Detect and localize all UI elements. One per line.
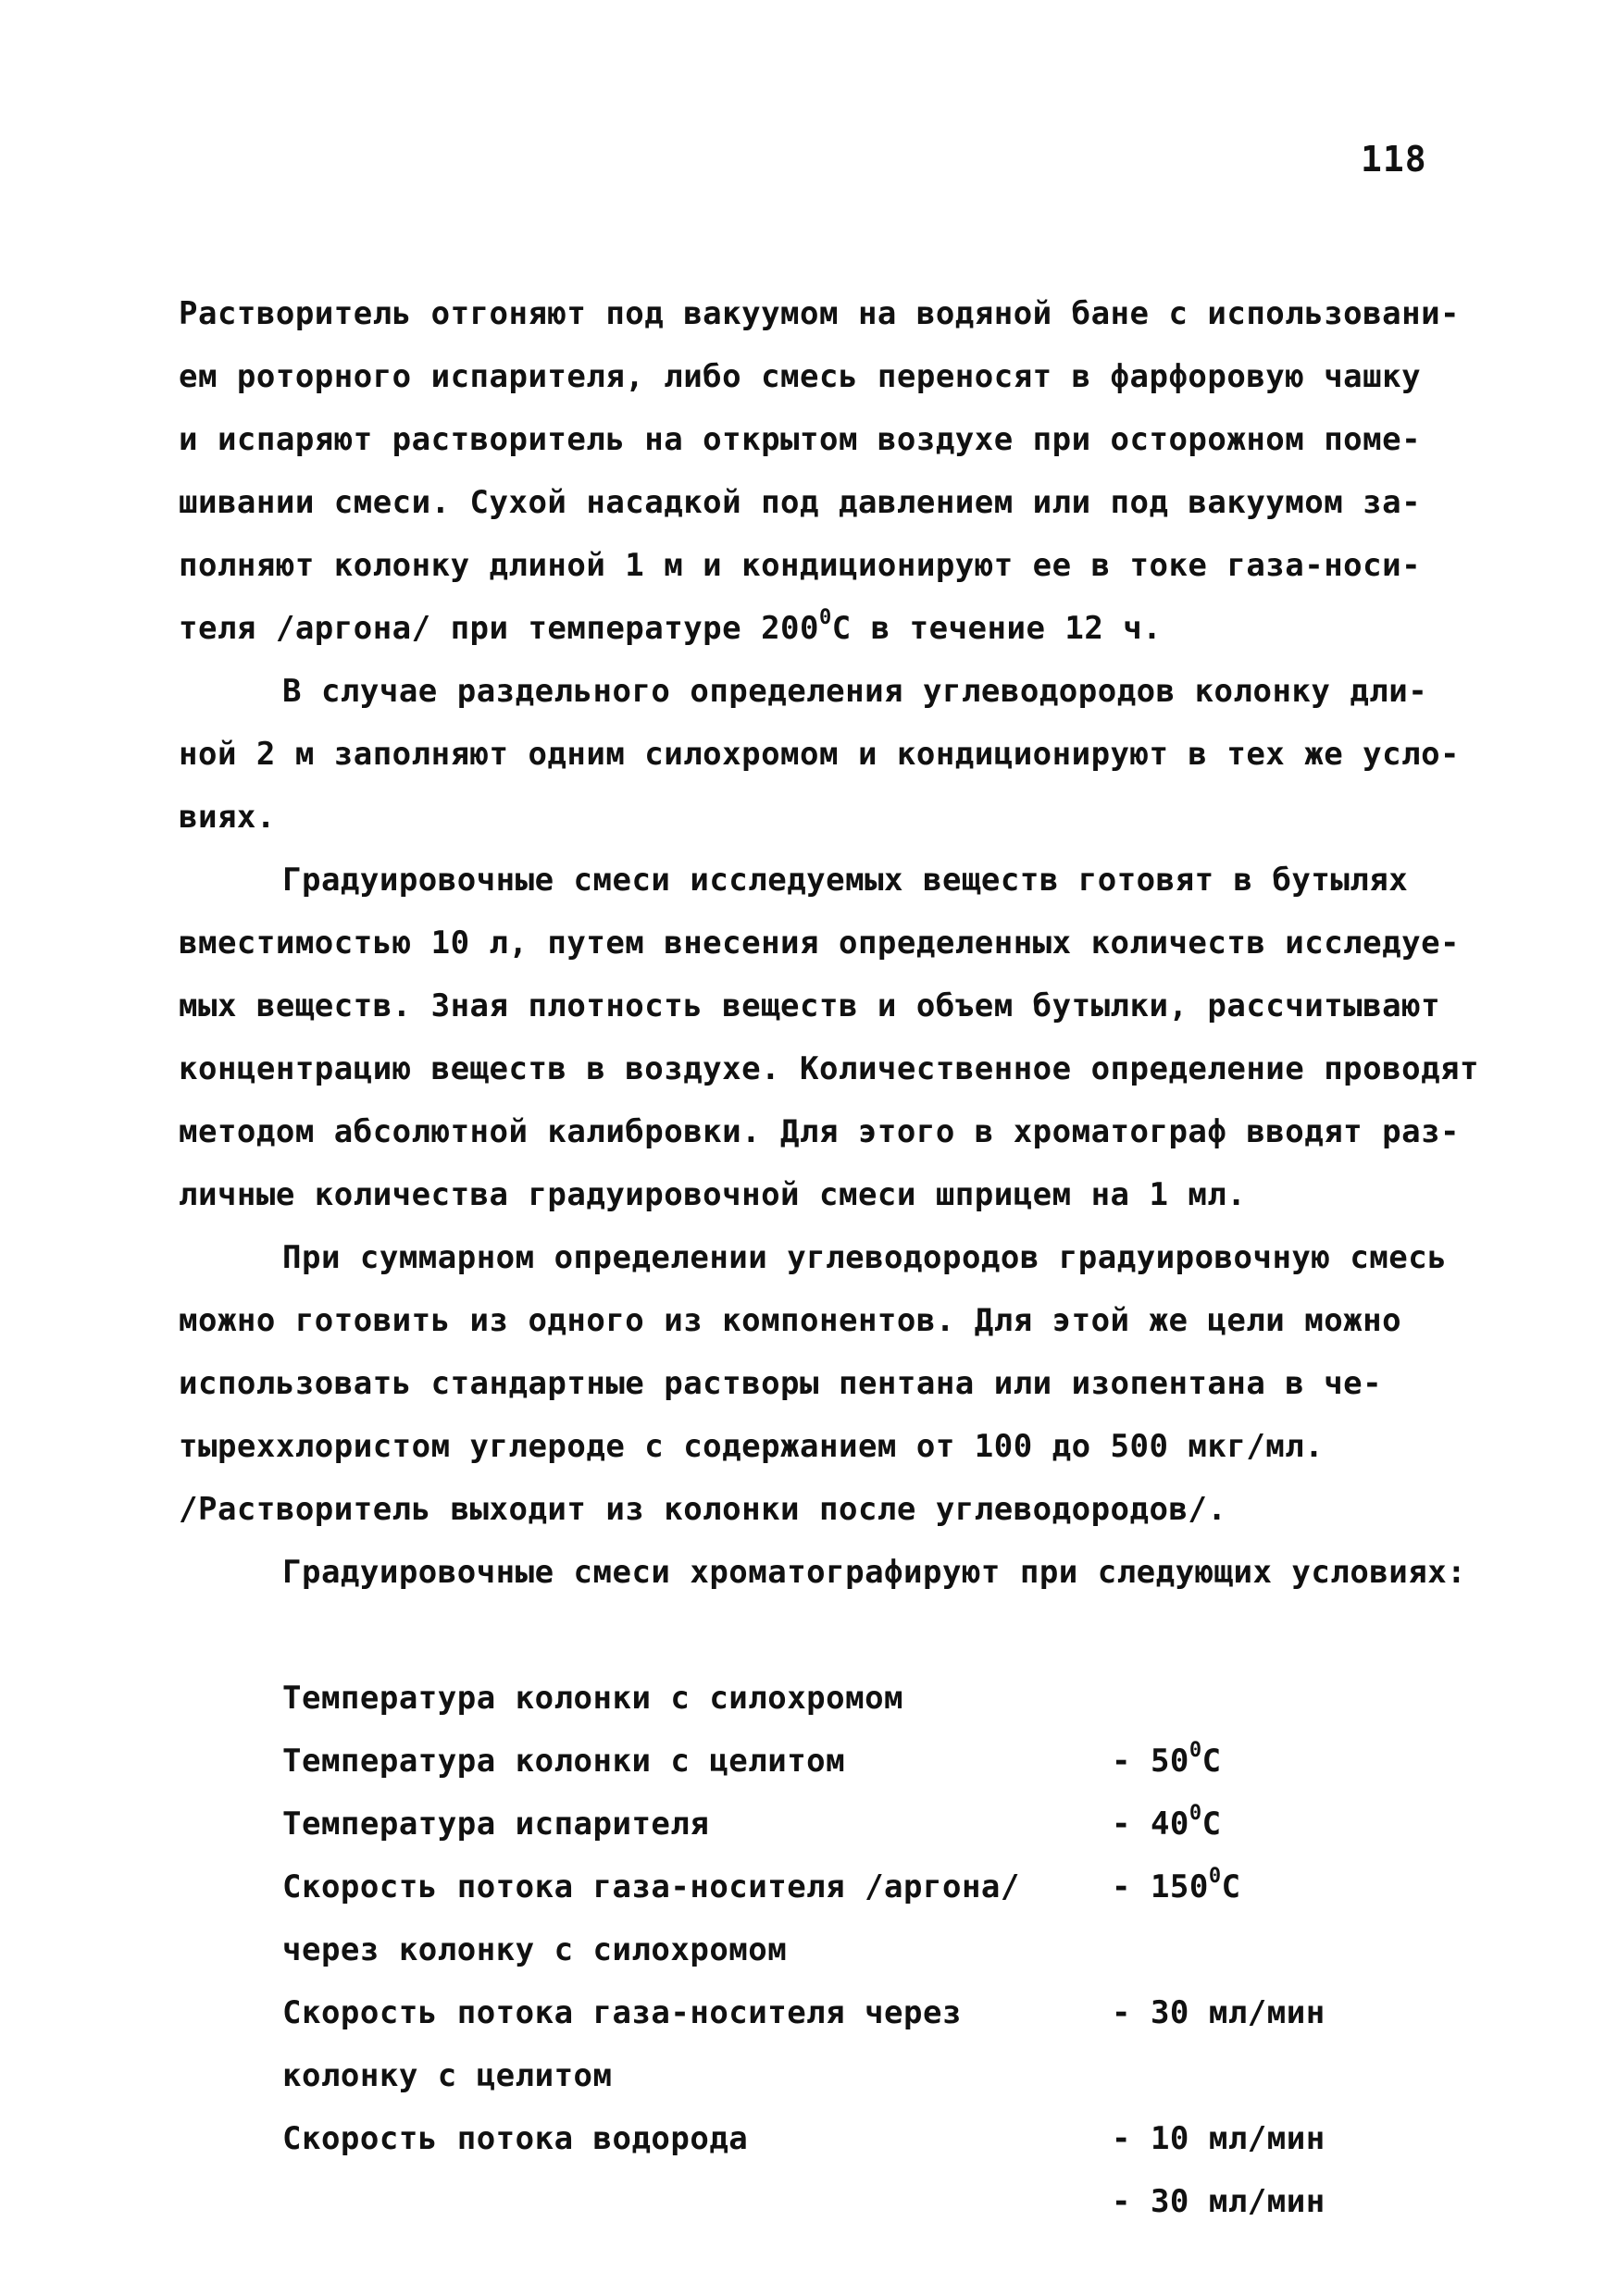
text-line: Растворитель отгоняют под вакуумом на водяной бане с использовани- [179,295,1461,332]
paragraph-1 [179,282,1465,660]
text-line: использовать стандартные растворы пентана или изопентана в че- [179,1365,1383,1402]
text-line: виях. [179,799,276,836]
condition-label: колонку с целитом [282,2057,613,2094]
value-text: - 150 [1112,1868,1209,1905]
text-line: личные количества градуировочной смеси шприцем на 1 мл. [179,1176,1247,1213]
text-line: мых веществ. Зная плотность веществ и объем бутылки, рассчитывают [179,987,1441,1024]
condition-label: Температура колонки с целитом [282,1743,846,1780]
text-line: можно готовить из одного из компонентов. Для этой же цели можно [179,1302,1402,1339]
paragraph-4 [179,1226,1465,1541]
degree-superscript: 0 [1208,1864,1222,1888]
text-fragment: С в течение 12 ч. [831,610,1163,647]
condition-value: - 30 мл/мин [1112,1994,1326,2031]
paragraph-3 [179,849,1479,1226]
text-line: шивании смеси. Сухой насадкой под давлением или под вакуумом за- [179,484,1422,521]
condition-label: Скорость потока газа-носителя /аргона/ [282,1868,1020,1905]
paragraph-2 [179,660,1465,849]
degree-superscript: 0 [819,605,832,629]
value-unit: С [1201,1743,1222,1780]
text-line: ной 2 м заполняют одним силохромом и кондиционируют в тех же усло- [179,736,1461,773]
text-line: В случае раздельного определения углеводородов колонку дли- [282,673,1428,710]
document-body [179,282,1479,2220]
text-line: полняют колонку длиной 1 м и кондиционируют ее в токе газа-носи- [179,547,1422,584]
text-line: При суммарном определении углеводородов градуировочную смесь [282,1239,1448,1276]
text-line: тыреххлористом углероде с содержанием от 100 до 500 мкг/мл. [179,1428,1325,1465]
conditions-list [179,1541,1467,2220]
condition-value: - 10 мл/мин [1112,2120,1326,2157]
text-line: /Растворитель выходит из колонки после углеводородов/. [179,1491,1227,1528]
text-line: Градуировочные смеси исследуемых веществ готовят в бутылях [282,862,1409,899]
condition-label: Температура колонки с силохромом [282,1680,904,1717]
text-line: и испаряют растворитель на открытом воздухе при осторожном поме- [179,421,1422,458]
value-text: - 40 [1112,1806,1189,1843]
text-line: методом абсолютной калибровки. Для этого в хроматограф вводят раз- [179,1113,1461,1150]
condition-label: Температура испарителя [282,1806,710,1843]
degree-superscript: 0 [1189,1738,1202,1762]
text-fragment: теля /аргона/ при температуре 200 [179,610,820,647]
text-line: вместимостью 10 л, путем внесения определенных количеств исследуе- [179,925,1461,962]
text-line: ем роторного испарителя, либо смесь переносят в фарфоровую чашку [179,358,1422,395]
condition-label: Скорость потока водорода [282,2120,749,2157]
condition-label: Скорость потока газа-носителя через [282,1994,962,2031]
condition-label: через колонку с силохромом [282,1931,788,1968]
value-unit: С [1201,1806,1222,1843]
value-text: - 50 [1112,1743,1189,1780]
value-unit: С [1221,1868,1241,1905]
text-line: концентрацию веществ в воздухе. Количественное определение проводят [179,1050,1479,1087]
page-number: 118 [1361,139,1427,180]
conditions-intro: Градуировочные смеси хроматографируют при следующих условиях: [282,1554,1467,1591]
degree-superscript: 0 [1189,1801,1202,1825]
text-line [179,597,1465,660]
condition-value: - 30 мл/мин [1112,2183,1326,2220]
